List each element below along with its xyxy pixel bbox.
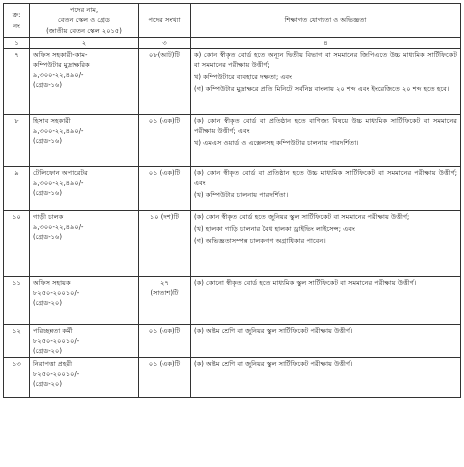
row-serial: ১১ [4,277,30,325]
row-post-name [30,115,139,167]
row-serial: ১২ [4,325,30,358]
table-row [4,115,461,167]
post-name-line: (গ্রেড-১৬) [33,137,62,146]
row-post-count: ০১ (এক)টি [139,325,191,358]
requirement-line: খ) কম্পিউটারে ব্যবহারে দক্ষতা; এবং [194,73,293,82]
row-post-name [30,49,139,115]
post-name-line: ৮২৫০-২০০১০/- [33,370,80,379]
row-post-count: ০১ (এক)টি [139,115,191,167]
header-requirements: শিক্ষাগত যোগ্যতা ও অভিজ্ঞতা [191,4,461,38]
post-name-line: গাড়ী চালক [33,213,64,221]
row-post-count: ০৮(আট)টি [139,49,191,115]
table-row [4,325,461,358]
table-row [4,358,461,398]
post-name-line: (গ্রেড-২০) [33,347,62,356]
column-index-3: ৩ [139,38,191,49]
header-post-line-3: (জাতীয় বেতন স্কেল ২০১৫) [46,26,122,35]
row-serial: ১০ [4,211,30,277]
row-serial: ৭ [4,49,30,115]
row-post-count: ০১ (এক)টি [139,358,191,398]
table-row [4,49,461,115]
requirement-line: (গ) অভিজ্ঞতাসম্পন্ন চালকগণ অগ্রাধিকার পাবেন। [194,237,326,246]
post-name-line: নিরাপত্তা প্রহরী [33,360,73,369]
header-serial-line-1: ক্র: [12,11,21,20]
row-requirements [191,49,461,115]
row-requirements [191,115,461,167]
header-serial [4,4,30,38]
row-requirements [191,325,461,358]
row-post-name [30,277,139,325]
requirement-line: (ক) অষ্টম শ্রেণি বা জুনিয়র স্কুল সার্টিফিকেট পরীক্ষায় উত্তীর্ণ। [194,360,353,369]
row-post-count [139,277,191,325]
table-header-row [4,4,461,38]
requirement-line: (খ) হালকা গাড়ি চালনার বৈধ হালকা ড্রাইভিং লাইসেন্স; এবং [194,225,355,234]
table-row [4,167,461,211]
requirement-line: ক) কোন স্বীকৃত বোর্ড হতে অন্যূন দ্বিতীয় বিভাগ বা সমমানের জিপিএতে উচ্চ মাধ্যমিক সার্টিফিকেট বা সমমানের পরীক্ষায় উত্তীর্ণ; [194,51,457,70]
row-requirements [191,167,461,211]
row-post-name [30,211,139,277]
post-name-line: ৯,৩০০-২২,৪৯০/- [33,71,84,80]
post-name-line: টেলিফোন অপারেটর [33,169,88,177]
post-name-line: ৯,৩০০-২২,৪৯০/- [33,223,84,232]
header-post-line-1: পদের নাম, [69,6,99,15]
header-post [30,4,139,38]
post-name-line: ৮২৫০-২০০১০/- [33,337,80,346]
post-name-line: (গ্রেড-১৬) [33,189,62,198]
row-post-count: ১০ (দশ)টি [139,211,191,277]
row-requirements [191,211,461,277]
row-requirements [191,277,461,325]
post-name-line: অফিস সহায়ক [33,279,71,287]
post-name-line: অফিস সহকারী-কাম- [33,51,88,59]
requirement-line: (খ) কম্পিউটার চালনায় পারদর্শিতা। [194,191,289,200]
post-name-line: (গ্রেড-২০) [33,299,62,308]
post-name-line: (গ্রেড-১৬) [33,81,62,90]
table-row [4,211,461,277]
post-name-line: কম্পিউটার মুদ্রাক্ষরিক [33,61,90,70]
post-requirements-table [3,3,461,398]
column-index-4: ৪ [191,38,461,49]
requirement-line: (ক) কোন স্বীকৃত বোর্ড বা প্রতিষ্ঠান হতে উচ্চ মাধ্যমিক সার্টিফিকেট বা সমমানের পরীক্ষায় উত্তীর্ণ; এবং [194,169,457,188]
post-name-line: ৯,৩০০-২২,৪৯০/- [33,127,84,136]
row-serial: ১৩ [4,358,30,398]
post-name-line: হিসাব সহকারী [33,117,71,125]
requirement-line: (ক) কোন স্বীকৃত বোর্ড হতে জুনিয়র স্কুল সার্টিফিকেট বা সমমানের পরীক্ষায় উত্তীর্ণ; [194,213,410,221]
row-post-name [30,358,139,398]
post-name-line: পরিচ্ছন্নতা কর্মী [33,327,73,335]
requirement-line: (গ) কম্পিউটার মুদ্রাক্ষরে প্রতি মিনিটে সর্বনিম্ন বাংলায় ২০ শব্দ এবং ইংরেজিতে ২০ শব্দ হতে হবে। [194,85,450,94]
post-name-line: ৮২৫০-২০০১০/- [33,289,80,298]
column-index-2: ২ [30,38,139,49]
row-post-count: ০১ (এক)টি [139,167,191,211]
row-serial: ৯ [4,167,30,211]
post-count-line: (সাতাশ)টি [150,289,179,298]
table-body [4,49,461,398]
header-post-line-2: বেতন স্কেল ও গ্রেড [58,16,110,25]
column-index-row [4,38,461,49]
requirement-line: (ক) অষ্টম শ্রেণি বা জুনিয়র স্কুল সার্টিফিকেট পরীক্ষায় উত্তীর্ণ। [194,327,353,335]
post-name-line: (গ্রেড-২০) [33,380,62,389]
header-serial-line-2: নং [13,21,20,30]
requirement-line: খ) এমএস ওয়ার্ড ও এক্সেলসহ কম্পিউটার চালনায় পারদর্শিতা। [194,139,359,148]
row-serial: ৮ [4,115,30,167]
requirement-line: (ক) কোনো স্বীকৃত বোর্ড হতে মাধ্যমিক স্কুল সার্টিফিকেট বা সমমানের পরীক্ষায় উত্তীর্ণ। [194,279,417,287]
post-name-line: ৯,৩০০-২২,৪৯০/- [33,179,84,188]
post-count-line: ২৭ [160,279,169,287]
row-requirements [191,358,461,398]
row-post-name [30,325,139,358]
table-row [4,277,461,325]
column-index-1: ১ [4,38,30,49]
requirement-line: (ক) কোন স্বীকৃত বোর্ড বা প্রতিষ্ঠান হতে বাণিজ্য বিষয়ে উচ্চ মাধ্যমিক সার্টিফিকেট বা সমমানের পরীক্ষায় উত্তীর্ণ; এবং [194,117,457,136]
post-name-line: (গ্রেড-১৬) [33,233,62,242]
header-count: পদের সংখ্যা [139,4,191,38]
row-post-name [30,167,139,211]
